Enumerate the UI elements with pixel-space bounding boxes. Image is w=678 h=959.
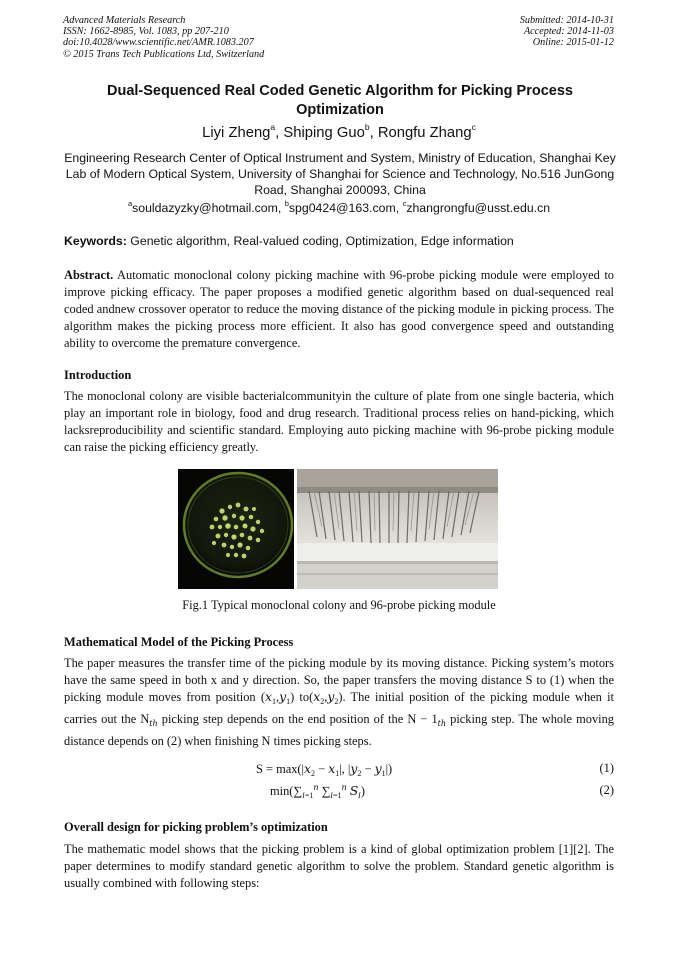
- email-link[interactable]: souldazyzky@hotmail.com: [132, 201, 278, 215]
- email-mark: b: [284, 199, 289, 208]
- author-list: Liyi Zheng$^a$, Shiping Guo$^b$, Rongfu Zhang$^c$: [202, 122, 476, 141]
- journal-issn: ISSN: 1662-8985, Vol. 1083, pp 207-210: [63, 26, 229, 38]
- section-heading-introduction: Introduction: [64, 368, 132, 382]
- section-heading-design: Overall design for picking problem’s optimization: [64, 820, 328, 834]
- author-affil-mark: c: [471, 122, 476, 132]
- author-name: Liyi Zheng: [202, 125, 271, 141]
- model-text-part: ). The initial position of the picking module when it carries out the: [64, 689, 614, 726]
- email-mark: c: [402, 199, 407, 208]
- dates-info: [520, 15, 614, 49]
- keywords-text: Genetic algorithm, Real-valued coding, Optimization, Edge information: [130, 234, 514, 248]
- model-text-part: ) to(: [290, 689, 314, 704]
- abstract-text: Automatic monoclonal colony picking machine with 96-probe picking module were employed to improve picking efficacy. The paper proposes a modified genetic algorithm based on dual-sequenced real coded andnew crossover operator to reduce the moving distance of the picking module in picking process. The algorithm makes the picking process more efficient. It also has good convergence speed and outstanding ability to overcome the premature convergence.: [64, 268, 614, 350]
- journal-doi: doi:10.4028/www.scientific.net/AMR.1083.207: [63, 37, 254, 49]
- equation-2: $\min(\sum_{i=1}^n$ $\sum_{i=1}^n$ $S_i$): [270, 783, 365, 800]
- author-name: Rongfu Zhang: [377, 125, 472, 141]
- author-affil-mark: b: [364, 122, 370, 132]
- section-heading-model: Mathematical Model of the Picking Process: [64, 635, 294, 649]
- author-affil-mark: a: [270, 122, 276, 132]
- figure-caption: Fig.1 Typical monoclonal colony and 96-probe picking module: [182, 598, 496, 612]
- keywords-label: Keywords:: [64, 234, 127, 248]
- email-list: $^a$souldazyzky@hotmail.com, $^b$spg0424@163.com, $^c$zhangrongfu@usst.edu.cn: [127, 199, 551, 215]
- journal-name: Advanced Materials Research: [63, 15, 186, 26]
- model-text-part: picking step depends on the end position of the: [157, 711, 408, 726]
- design-text: The mathematic model shows that the picking problem is a kind of global optimization problem [1][2]. The paper determines to modify standard genetic algorithm to solve the problem. Standard genetic algorithm is usually combined with following steps:: [64, 842, 614, 890]
- equation-2-number: (2): [599, 783, 614, 797]
- abstract-label: Abstract.: [64, 268, 114, 282]
- equation-1: $S = \max(|x_2 - x_1|$, $|y_2 - y_1|$): [256, 761, 393, 778]
- introduction-text: The monoclonal colony are visible bacterialcommunityin the culture of plate from one single bacteria, which play an important role in biology, food and drug research. Traditional process relies on hand-picking, which lacksreproducibility and scientific standard. Employing auto picking machine with 96-probe picking module can raise the picking efficiency greatly.: [64, 389, 614, 454]
- model-text: The paper measures the transfer time of the picking module by its moving distance. Picking system’s motors have the same speed in both x and y direction. So, the paper transfers the moving distance S to (1) when the picking module moves from position $(x_1,y_1)$ $to(x_2,y_2)$. The initial position of the picking module when it carries out the $N_{th}$ picking step depends on the end position of the $N - 1_{th}$ picking step. The whole moving distance depends on (2) when finishing N times picking steps.: [64, 656, 615, 748]
- probe-module-photo: [297, 469, 498, 589]
- colony-plate-photo: [178, 469, 294, 589]
- paper-title: Dual-Sequenced Real Coded Genetic Algorithm for Picking Process Optimization: [107, 83, 573, 118]
- online-date: Online: 2015-01-12: [532, 37, 614, 49]
- figure-1: [178, 469, 498, 589]
- keywords-line: [64, 234, 514, 248]
- model-text-part: picking step. The whole moving distance depends on (2) when finishing N times picking steps.: [64, 711, 615, 748]
- email-mark: a: [127, 199, 133, 208]
- affiliation: Engineering Research Center of Optical Instrument and System, Ministry of Education, Shanghai Key Lab of Modern Optical System, University of Shanghai for Science and Technology, No.516 JunGong Road, Shanghai 200093, China: [64, 151, 616, 198]
- journal-info: [63, 15, 264, 60]
- accepted-date: Accepted: 2014-11-03: [523, 26, 614, 38]
- email-link[interactable]: spg0424@163.com: [288, 201, 396, 215]
- abstract: [64, 267, 614, 352]
- email-link[interactable]: zhangrongfu@usst.edu.cn: [406, 201, 551, 215]
- submitted-date: Submitted: 2014-10-31: [519, 15, 614, 26]
- model-text-part: The paper measures the transfer time of the picking module by its moving distance. Picking system’s motors have the same speed in both x and y direction. So, the paper transfers the moving distance S to (1) when the picking module moves from position (: [64, 656, 614, 704]
- author-name: Shiping Guo: [283, 125, 365, 141]
- journal-copyright: © 2015 Trans Tech Publications Ltd, Switzerland: [63, 48, 265, 60]
- equation-1-number: (1): [599, 761, 614, 775]
